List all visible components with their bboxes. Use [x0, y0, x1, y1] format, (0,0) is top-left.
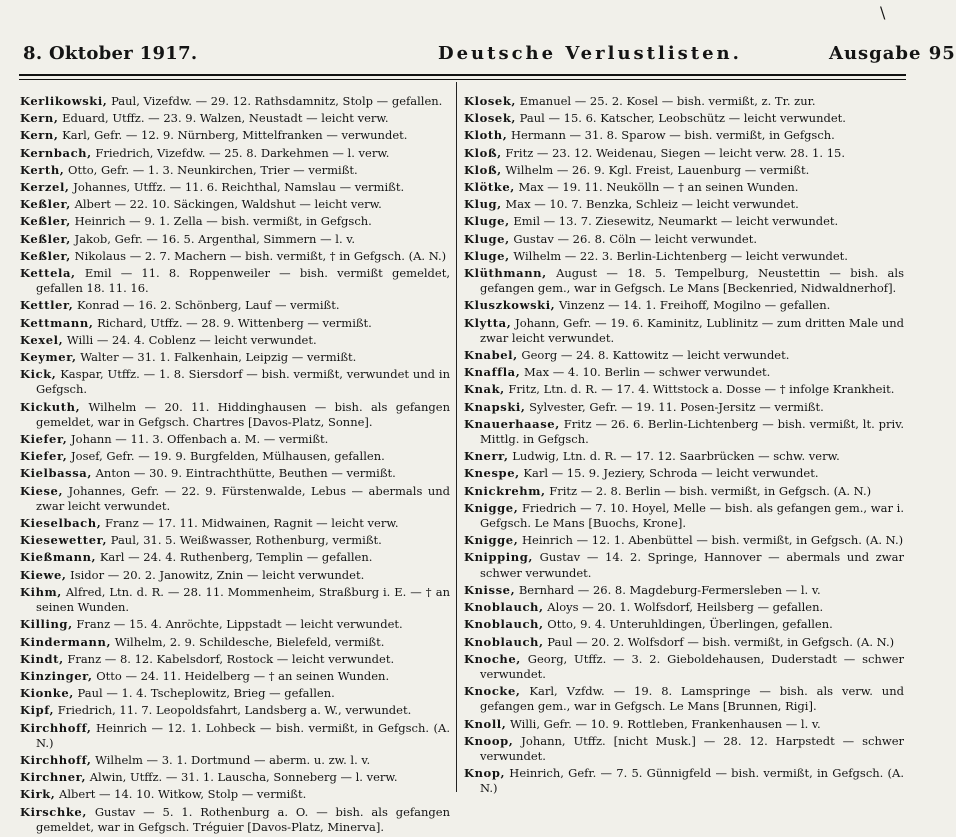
entry-given-rank: Fritz [545, 483, 578, 498]
casualty-entry [20, 703, 450, 718]
entry-details: — 14. 10. Witkow, Stolp — vermißt. [95, 787, 307, 802]
casualty-entry [20, 466, 450, 481]
casualty-entry [464, 365, 904, 380]
casualty-entry [464, 600, 904, 615]
entry-details: — 18. 5. Tempelburg, Neustettin — bish. als gefangen gem., war in Gefgsch. Le Mans [Beckenried, Nidwaldnerhof]. [480, 266, 904, 296]
casualty-entry [464, 417, 904, 447]
entry-details: — 19. 11. Neukölln — † an seinen Wunden. [543, 180, 799, 195]
entry-given-rank: Willi [63, 332, 94, 347]
entry-given-rank: Fritz [559, 416, 592, 431]
casualty-entry [20, 298, 450, 313]
entry-given-rank: Albert [55, 787, 96, 802]
entry-given-rank: Alfred, Ltn. d. R. [61, 584, 164, 599]
entry-details: — 9. 1. Zella — bish. vermißt, in Gefgsch. [125, 214, 372, 229]
entry-given-rank: Paul [516, 111, 545, 126]
entry-surname: Kindt, [20, 651, 64, 666]
entry-given-rank: Emil [509, 214, 540, 229]
entry-given-rank: Heinrich [70, 214, 126, 229]
entry-details: , 2. 9. Schildesche, Bielefeld, vermißt. [162, 634, 385, 649]
casualty-entry [20, 232, 450, 247]
casualty-entry [464, 146, 904, 161]
casualty-entry [20, 753, 450, 768]
casualty-entry [20, 484, 450, 514]
casualty-entry [464, 717, 904, 732]
entry-given-rank: Paul, Vizefdw. [107, 94, 192, 108]
casualty-entry [464, 348, 904, 363]
entry-surname: Kerlikowski, [20, 94, 108, 108]
entry-surname: Klytta, [464, 315, 512, 330]
casualty-entry [20, 770, 450, 785]
header-rule-thin [19, 79, 906, 80]
entry-surname: Knipping, [464, 550, 533, 565]
entry-surname: Kluge, [464, 248, 510, 263]
entry-details: — 1. 4. Tscheplowitz, Brieg — gefallen. [102, 686, 335, 701]
entry-given-rank: Paul [543, 634, 573, 649]
entry-details: — 14. 2. Springe, Hannover — abermals und zwar schwer verwundet. [480, 550, 904, 580]
entry-given-rank: Karl [96, 550, 125, 565]
casualty-entry [20, 721, 450, 751]
entry-details: — 7. 5. Günnigfeld — bish. vermißt, in Gefgsch. (A. N.) [480, 766, 904, 796]
casualty-entry [464, 449, 904, 464]
entry-details: — 20. 11. Hiddinghausen — bish. als gefangen gemeldet, war in Gefgsch. Chartres [Davos-Platz, Sonne]. [36, 399, 450, 429]
entry-surname: Knoblauch, [464, 634, 544, 649]
casualty-entry [20, 400, 450, 430]
entry-details: — 22. 3. Berlin-Lichtenberg — leicht verwundet. [561, 248, 848, 263]
entry-given-rank: Franz [101, 516, 139, 531]
entry-details: — 15. 9. Jeziery, Schroda — leicht verwundet. [548, 466, 819, 481]
entry-surname: Knisse, [464, 582, 516, 597]
entry-surname: Knaffla, [464, 365, 521, 380]
entry-details: — 24. 11. Heidelberg — † an seinen Wunden. [121, 668, 390, 683]
entry-given-rank: Vinzenz [555, 298, 605, 313]
entry-details: — 1. 3. Neunkirchen, Trier — vermißt. [129, 162, 358, 177]
entry-given-rank: Nikolaus [70, 248, 127, 263]
entry-surname: Knoblauch, [464, 617, 544, 632]
entry-surname: Kiefer, [20, 449, 68, 464]
casualty-entry [20, 333, 450, 348]
entry-given-rank: Walter [76, 350, 119, 365]
casualty-entry [20, 686, 450, 701]
entry-surname: Kettler, [20, 298, 74, 313]
entry-given-rank: August [546, 266, 598, 281]
entry-given-rank: Isidor [66, 567, 105, 582]
entry-surname: Kiewe, [20, 567, 67, 582]
casualty-entry [20, 111, 450, 126]
entry-surname: Knocke, [464, 684, 521, 699]
casualty-entry [464, 501, 904, 531]
entry-given-rank: Kaspar, Utffz. [56, 367, 140, 382]
entry-details: — 17. 11. Midwainen, Ragnit — leicht verw. [138, 516, 399, 531]
entry-surname: Kettela, [20, 266, 76, 281]
entry-surname: Knigge, [464, 500, 519, 515]
entry-given-rank: Wilhelm [501, 162, 554, 177]
entry-details: [nicht Musk.] — 28. 12. Harpstedt — schwer verwundet. [480, 733, 904, 763]
casualty-entry [20, 669, 450, 684]
publication-title: Deutsche Verlustlisten. [438, 43, 742, 64]
entry-surname: Knauerhaase, [464, 416, 560, 431]
casualty-entry [464, 652, 904, 682]
entry-details: — 13. 7. Ziesewitz, Neumarkt — leicht verwundet. [540, 214, 839, 229]
entry-given-rank: Wilhelm [80, 399, 137, 414]
entry-surname: Kloß, [464, 162, 502, 177]
entry-details: — 4. 10. Berlin — schwer verwundet. [549, 365, 771, 380]
entry-details: — 15. 6. Katscher, Leobschütz — leicht verwundet. [544, 111, 846, 126]
casualty-entry [464, 766, 904, 796]
entry-given-rank: Emil [75, 266, 112, 281]
casualty-entry [464, 316, 904, 346]
casualty-entry [20, 249, 450, 264]
entry-details: — 10. 9. Rottleben, Frankenhausen — l. v. [571, 716, 821, 731]
entry-given-rank: Max [520, 365, 550, 380]
entry-details: — 15. 4. Anröchte, Lippstadt — leicht verwundet. [110, 617, 403, 632]
entry-surname: Kirchhoff, [20, 752, 92, 767]
casualty-entry [20, 316, 450, 331]
entry-given-rank: Bernhard [515, 582, 575, 597]
entry-details: — 20. 2. Wolfsdorf — bish. vermißt, in Gefgsch. (A. N.) [572, 634, 895, 649]
casualty-entry [20, 652, 450, 667]
entry-details: — 12. 1. Lohbeck — bish. vermißt, in Gefgsch. (A. N.) [36, 720, 450, 750]
entry-details: — 7. 10. Hoyel, Melle — bish. als gefangen gem., war i. Gefgsch. Le Mans [Buochs, Krone]. [480, 500, 904, 531]
casualty-entry [20, 266, 450, 296]
entry-given-rank: Heinrich [91, 720, 147, 735]
entry-details: — 8. 12. Kabelsdorf, Rostock — leicht verwundet. [101, 651, 395, 666]
entry-surname: Kernbach, [20, 145, 92, 160]
entry-given-rank: Franz [72, 617, 111, 632]
entry-details: — 23. 12. Weidenau, Siegen — leicht verw. 28. 1. 15. [533, 145, 845, 160]
entry-surname: Knickrehm, [464, 483, 546, 498]
entry-surname: Kirk, [20, 787, 56, 802]
entry-given-rank: Anton [91, 466, 131, 481]
casualty-entry [464, 214, 904, 229]
entry-given-rank: Alwin, Utffz. [86, 770, 163, 785]
entry-surname: Kiefer, [20, 432, 68, 447]
casualty-entry [464, 232, 904, 247]
casualty-entry [464, 466, 904, 481]
entry-surname: Kießmann, [20, 550, 97, 565]
entry-given-rank: Jakob, Gefr. [70, 231, 143, 246]
casualty-entry [464, 128, 904, 143]
entry-given-rank: Hermann [507, 128, 566, 143]
casualty-entry [464, 298, 904, 313]
entry-details: — 31. 1. Falkenhain, Leipzig — vermißt. [118, 350, 357, 365]
entry-surname: Kiesewetter, [20, 533, 108, 548]
entry-surname: Kielbassa, [20, 466, 92, 481]
casualty-entry [464, 197, 904, 212]
entry-details: — 3. 1. Dortmund — aberm. u. zw. l. v. [142, 752, 371, 767]
entry-given-rank: Max [514, 180, 544, 195]
entry-surname: Klosek, [464, 111, 516, 126]
entry-surname: Keßler, [20, 231, 71, 246]
entry-surname: Knoll, [464, 716, 507, 731]
corner-mark: \ [880, 3, 886, 22]
entry-surname: Keßler, [20, 214, 71, 229]
entry-surname: Knoop, [464, 733, 514, 748]
entry-surname: Kluszkowski, [464, 298, 556, 313]
casualty-entry [20, 787, 450, 802]
entry-details: — 12. 1. Abenbüttel — bish. vermißt, in Gefgsch. (A. N.) [572, 533, 904, 548]
entry-details: — 24. 4. Coblenz — leicht verwundet. [93, 332, 317, 347]
entry-given-rank: Otto [543, 617, 573, 632]
entry-given-rank: Emanuel [516, 94, 572, 108]
entry-surname: Knabel, [464, 348, 518, 363]
entry-surname: Kirchner, [20, 770, 87, 785]
entry-given-rank: Fritz, Ltn. d. R. [504, 382, 598, 397]
casualty-entry [464, 583, 904, 598]
casualty-entry [20, 617, 450, 632]
entry-surname: Klosek, [464, 94, 516, 108]
entry-surname: Klüthmann, [464, 266, 547, 281]
entry-given-rank: Karl [519, 466, 548, 481]
casualty-entry [20, 180, 450, 195]
entry-given-rank: Friedrich [518, 500, 577, 515]
casualty-entry [464, 550, 904, 580]
entry-given-rank: Josef, Gefr. [67, 449, 135, 464]
entry-given-rank: Max [501, 197, 531, 212]
entry-details: — 16. 2. Schönberg, Lauf — vermißt. [119, 298, 340, 313]
casualty-entry [20, 146, 450, 161]
entry-surname: Kieselbach, [20, 516, 102, 531]
entry-surname: Knerr, [464, 449, 509, 464]
entry-surname: Knak, [464, 382, 505, 397]
entry-details: — 11. 6. Reichthal, Namslau — vermißt. [166, 180, 405, 195]
entry-surname: Kinzinger, [20, 668, 93, 683]
entry-details: — 31. 1. Lauscha, Sonneberg — l. verw. [162, 770, 398, 785]
entry-given-rank: Gustav [86, 804, 136, 819]
entry-given-rank: Johannes, Utffz. [69, 180, 167, 195]
entry-surname: Kindermann, [20, 634, 112, 649]
casualty-entry [20, 214, 450, 229]
casualty-entry [464, 400, 904, 415]
entry-surname: Kionke, [20, 686, 74, 701]
entry-given-rank: Ludwig, Ltn. d. R. [508, 449, 617, 464]
entry-details: — 31. 8. Sparow — bish. vermißt, in Gefgsch. [565, 128, 835, 143]
entry-details: — 24. 8. Kattowitz — leicht verwundet. [557, 348, 790, 363]
entry-surname: Knespe, [464, 466, 520, 481]
entry-given-rank: Heinrich [518, 533, 573, 548]
entry-surname: Knop, [464, 766, 506, 781]
entry-details: — 2. 8. Berlin — bish. vermißt, in Gefgsch. (A. N.) [577, 483, 872, 498]
entry-given-rank: Friedrich, Vizefdw. [91, 145, 206, 160]
entry-details: — 11. 3. Offenbach a. M. — vermißt. [111, 432, 329, 447]
entry-details: , 11. 7. Leopoldsfahrt, Landsberg a. W., verwundet. [112, 703, 412, 718]
entry-surname: Kerth, [20, 162, 65, 177]
entry-details: — 10. 7. Benzka, Schleiz — leicht verwundet. [530, 197, 799, 212]
entry-details: — 20. 2. Janowitz, Znin — leicht verwundet. [104, 567, 365, 582]
entry-details: — 23. 9. Walzen, Neustadt — leicht verw. [144, 111, 389, 126]
entry-details: — 16. 5. Argenthal, Simmern — l. v. [142, 231, 356, 246]
column-divider [456, 82, 457, 792]
casualty-entry [20, 516, 450, 531]
casualty-entry [20, 805, 450, 835]
casualty-entry [464, 163, 904, 178]
left-column [20, 94, 450, 837]
entry-details: — 30. 9. Eintrachthütte, Beuthen — vermißt. [130, 466, 396, 481]
entry-given-rank: Willi, Gefr. [506, 716, 572, 731]
casualty-entry [464, 382, 904, 397]
entry-surname: Killing, [20, 617, 73, 632]
entry-details: — 26. 6. Berlin-Lichtenberg — bish. vermißt, lt. priv. Mittlg. in Gefgsch. [480, 416, 904, 447]
casualty-entry [464, 484, 904, 499]
casualty-entry [20, 568, 450, 583]
entry-given-rank: Georg, Utffz. [520, 651, 607, 666]
entry-details: — 5. 1. Rothenburg a. O. — bish. als gefangen gemeldet, war in Gefgsch. Tréguier [Davos-Platz, Minerva]. [36, 804, 450, 834]
entry-given-rank: Wilhelm [91, 752, 143, 767]
entry-surname: Klug, [464, 197, 502, 212]
entry-surname: Kiese, [20, 483, 64, 498]
casualty-entry [20, 585, 450, 615]
entry-given-rank: Konrad [73, 298, 120, 313]
casualty-entry [464, 734, 904, 764]
right-column [464, 94, 904, 799]
entry-given-rank: Friedrich [54, 703, 113, 718]
casualty-entry [20, 367, 450, 397]
entry-surname: Keßler, [20, 197, 71, 212]
entry-surname: Kluge, [464, 231, 510, 246]
casualty-entry [464, 180, 904, 195]
entry-details: — 28. 9. Wittenberg — vermißt. [182, 315, 372, 330]
entry-details: — 19. 8. Lamspringe — bish. als verw. und gefangen gem., war in Gefgsch. Le Mans [Brunnen, Rigi]. [480, 684, 904, 714]
entry-details: — 28. 11. Mommenheim, Straßburg i. E. — † an seinen Wunden. [36, 584, 450, 615]
entry-details: — 17. 4. Wittstock a. Dosse — † infolge Krankheit. [597, 382, 895, 397]
entry-given-rank: Fritz [501, 145, 534, 160]
entry-details: — 26. 8. Magdeburg-Fermersleben — l. v. [574, 582, 821, 597]
entry-given-rank: Johann, Utffz. [513, 733, 606, 748]
entry-surname: Kern, [20, 111, 59, 126]
casualty-entry [20, 533, 450, 548]
casualty-entry [20, 128, 450, 143]
entry-given-rank: Karl, Gefr. [58, 128, 123, 143]
entry-details: — 11. 8. Roppenweiler — bish. vermißt gemeldet, gefallen 18. 11. 16. [36, 266, 450, 296]
entry-given-rank: Wilhelm [111, 634, 163, 649]
casualty-entry [20, 635, 450, 650]
entry-details: — 26. 8. Cöln — leicht verwundet. [553, 231, 757, 246]
casualty-entry [464, 533, 904, 548]
entry-details: — 3. 2. Gieboldehausen, Duderstadt — schwer verwundet. [480, 651, 904, 681]
casualty-entry [464, 684, 904, 714]
entry-details: — 25. 8. Darkehmen — l. verw. [205, 145, 390, 160]
entry-surname: Kern, [20, 128, 59, 143]
entry-given-rank: Franz [63, 651, 102, 666]
entry-details: — 20. 1. Wolfsdorf, Heilsberg — gefallen. [578, 600, 824, 615]
header-rule [19, 74, 906, 76]
entry-surname: Kipf, [20, 703, 55, 718]
entry-given-rank: Georg [517, 348, 558, 363]
entry-surname: Knapski, [464, 399, 526, 414]
issue-number: Ausgabe 95 [829, 43, 956, 64]
entry-surname: Knoche, [464, 651, 521, 666]
entry-details: — 2. 7. Machern — bish. vermißt, † in Gefgsch. (A. N.) [126, 248, 447, 263]
entry-given-rank: Richard, Utffz. [93, 315, 183, 330]
casualty-entry [464, 635, 904, 650]
entry-details: — 12. 9. Nürnberg, Mittelfranken — verwundet. [122, 128, 408, 143]
entry-surname: Kirchhoff, [20, 720, 92, 735]
entry-surname: Kloth, [464, 128, 508, 143]
entry-given-rank: Eduard, Utffz. [58, 111, 145, 126]
entry-surname: Knoblauch, [464, 600, 544, 615]
entry-given-rank: Sylvester, Gefr. [525, 399, 618, 414]
entry-surname: Knigge, [464, 533, 519, 548]
casualty-entry [20, 197, 450, 212]
entry-given-rank: Otto, Gefr. [64, 162, 130, 177]
casualty-entry [20, 432, 450, 447]
casualty-entry [464, 111, 904, 126]
entry-given-rank: Otto [92, 668, 122, 683]
casualty-entry [464, 94, 904, 109]
entry-given-rank: Aloys [543, 600, 579, 615]
entry-surname: Klötke, [464, 180, 515, 195]
entry-surname: Kloß, [464, 145, 502, 160]
entry-surname: Kickuth, [20, 399, 81, 414]
entry-given-rank: Johann [67, 432, 112, 447]
entry-details: — 19. 9. Burgfelden, Mülhausen, gefallen. [134, 449, 385, 464]
casualty-entry [20, 449, 450, 464]
casualty-entry [464, 266, 904, 296]
entry-given-rank: Paul [73, 686, 103, 701]
casualty-entry [464, 617, 904, 632]
entry-surname: Kirschke, [20, 804, 87, 819]
entry-surname: Kihm, [20, 584, 62, 599]
entry-given-rank: Wilhelm [509, 248, 562, 263]
casualty-entry [464, 249, 904, 264]
entry-given-rank: Johann, Gefr. [511, 315, 592, 330]
casualty-entry [20, 94, 450, 109]
entry-given-rank: Gustav [532, 550, 581, 565]
casualty-entry [20, 350, 450, 365]
entry-details: — 14. 1. Freihoff, Mogilno — gefallen. [604, 298, 831, 313]
entry-given-rank: Gustav [509, 231, 554, 246]
entry-given-rank: Paul [107, 533, 136, 548]
entry-surname: Kluge, [464, 214, 510, 229]
issue-date: 8. Oktober 1917. [23, 43, 198, 64]
entry-surname: Kick, [20, 367, 57, 382]
entry-details: — 29. 12. Rathsdamnitz, Stolp — gefallen. [191, 94, 443, 108]
entry-details: — 25. 2. Kosel — bish. vermißt, z. Tr. zur. [571, 94, 816, 108]
casualty-entry [20, 550, 450, 565]
entry-details: — 26. 9. Kgl. Freist, Lauenburg — vermißt. [553, 162, 810, 177]
entry-surname: Kettmann, [20, 315, 94, 330]
entry-details: — 17. 12. Saarbrücken — schw. verw. [616, 449, 840, 464]
entry-details: , 31. 5. Weißwasser, Rothenburg, vermißt. [135, 533, 382, 548]
entry-given-rank: Johannes, Gefr. [63, 483, 160, 498]
casualty-entry [20, 163, 450, 178]
entry-surname: Kexel, [20, 332, 64, 347]
entry-given-rank: Karl, Vzfdw. [520, 684, 605, 699]
entry-given-rank: Albert [70, 197, 111, 212]
entry-details: — 24. 4. Ruthenberg, Templin — gefallen. [124, 550, 373, 565]
entry-details: , 9. 4. Unteruhldingen, Überlingen, gefallen. [572, 617, 833, 632]
entry-details: — 1. 8. Siersdorf — bish. vermißt, verwundet und in Gefgsch. [36, 367, 450, 397]
entry-details: — 22. 9. Fürstenwalde, Lebus — abermals und zwar leicht verwundet. [36, 483, 450, 513]
entry-surname: Keymer, [20, 350, 77, 365]
entry-given-rank: Heinrich, Gefr. [505, 766, 597, 781]
entry-surname: Kerzel, [20, 180, 70, 195]
entry-surname: Keßler, [20, 248, 71, 263]
entry-details: — 22. 10. Säckingen, Waldshut — leicht verw. [110, 197, 382, 212]
entry-details: — 19. 6. Kaminitz, Lublinitz — zum dritten Male und zwar leicht verwundet. [480, 315, 904, 345]
entry-details: — 19. 11. Posen-Jersitz — vermißt. [617, 399, 824, 414]
